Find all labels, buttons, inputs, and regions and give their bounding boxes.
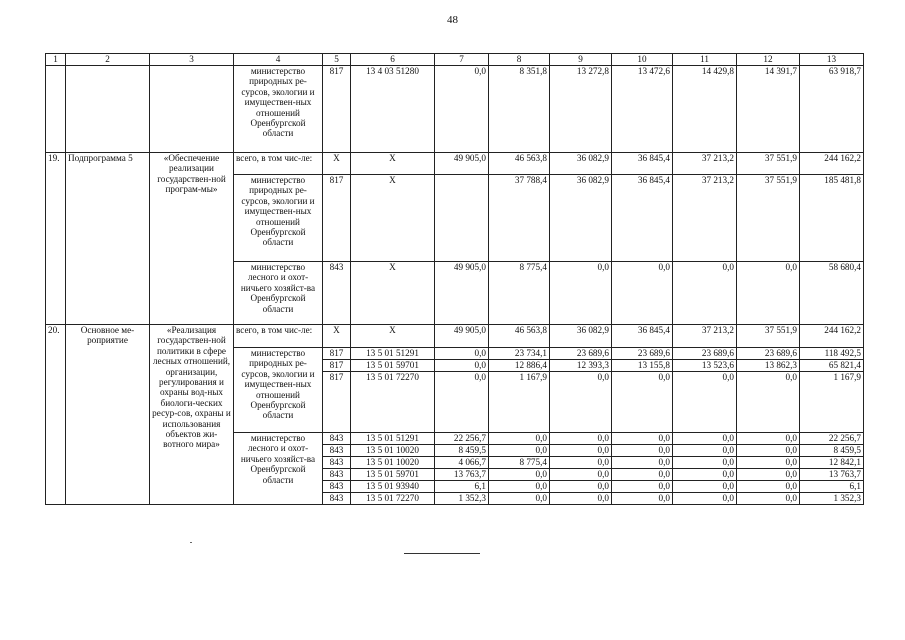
kbk-cell: 13 5 01 10020 bbox=[351, 457, 435, 469]
type-cell: Основное ме-роприятие bbox=[66, 325, 150, 505]
value-cell: 8 775,4 bbox=[489, 262, 550, 325]
value-cell: 46 563,8 bbox=[489, 153, 550, 175]
scan-mark bbox=[190, 542, 192, 543]
value-cell: 23 689,6 bbox=[550, 348, 612, 360]
value-cell: 0,0 bbox=[612, 372, 673, 433]
value-cell: 13 763,7 bbox=[435, 469, 489, 481]
value-cell: 1 167,9 bbox=[489, 372, 550, 433]
name-cell: «Обеспечение реализации государствен-ной програм-мы» bbox=[150, 153, 234, 325]
code-cell: 843 bbox=[323, 433, 351, 445]
value-cell: 0,0 bbox=[550, 433, 612, 445]
value-cell: 0,0 bbox=[489, 481, 550, 493]
value-cell: 0,0 bbox=[673, 457, 737, 469]
value-cell: 23 689,6 bbox=[612, 348, 673, 360]
value-cell: 14 429,8 bbox=[673, 66, 737, 153]
value-cell: 12 393,3 bbox=[550, 360, 612, 372]
value-cell: 0,0 bbox=[550, 493, 612, 505]
value-cell: 36 082,9 bbox=[550, 175, 612, 262]
budget-table bbox=[45, 53, 864, 505]
value-cell: 14 391,7 bbox=[737, 66, 800, 153]
kbk-cell: 13 5 01 59701 bbox=[351, 469, 435, 481]
value-cell: 13 472,6 bbox=[612, 66, 673, 153]
value-cell: 36 082,9 bbox=[550, 325, 612, 348]
code-cell: X bbox=[323, 325, 351, 348]
value-cell: 8 459,5 bbox=[435, 445, 489, 457]
value-cell: 13 763,7 bbox=[800, 469, 864, 481]
value-cell: 0,0 bbox=[737, 493, 800, 505]
code-cell: 843 bbox=[323, 262, 351, 325]
value-cell: 36 845,4 bbox=[612, 153, 673, 175]
kbk-cell: 13 5 01 59701 bbox=[351, 360, 435, 372]
value-cell: 6,1 bbox=[800, 481, 864, 493]
value-cell bbox=[435, 175, 489, 262]
code-cell: 843 bbox=[323, 481, 351, 493]
column-header: 10 bbox=[612, 54, 673, 66]
column-header: 6 bbox=[351, 54, 435, 66]
value-cell: 0,0 bbox=[737, 372, 800, 433]
kbk-cell: X bbox=[351, 262, 435, 325]
value-cell: 0,0 bbox=[612, 469, 673, 481]
value-cell: 37 213,2 bbox=[673, 325, 737, 348]
kbk-cell: 13 5 01 51291 bbox=[351, 433, 435, 445]
value-cell: 244 162,2 bbox=[800, 325, 864, 348]
value-cell: 0,0 bbox=[435, 372, 489, 433]
org-cell: всего, в том чис-ле: bbox=[234, 325, 323, 348]
column-header: 4 bbox=[234, 54, 323, 66]
value-cell: 49 905,0 bbox=[435, 153, 489, 175]
value-cell: 0,0 bbox=[489, 493, 550, 505]
value-cell: 0,0 bbox=[612, 493, 673, 505]
org-cell: министерство природных ре-сурсов, экологии и имуществен-ных отношений Оренбургской области bbox=[234, 66, 323, 153]
name-cell: «Реализация государствен-ной политики в сфере лесных отношений, организации, регулирования и охраны вод-ных биологи-ческих ресур-сов, охраны и использования объектов жи-вотного мира» bbox=[150, 325, 234, 505]
value-cell: 37 213,2 bbox=[673, 153, 737, 175]
value-cell: 0,0 bbox=[550, 469, 612, 481]
value-cell: 0,0 bbox=[550, 481, 612, 493]
column-header: 11 bbox=[673, 54, 737, 66]
value-cell: 37 788,4 bbox=[489, 175, 550, 262]
value-cell: 0,0 bbox=[673, 433, 737, 445]
value-cell: 0,0 bbox=[612, 262, 673, 325]
kbk-cell: X bbox=[351, 325, 435, 348]
value-cell: 0,0 bbox=[612, 481, 673, 493]
column-header: 7 bbox=[435, 54, 489, 66]
value-cell: 49 905,0 bbox=[435, 325, 489, 348]
value-cell: 6,1 bbox=[435, 481, 489, 493]
value-cell: 0,0 bbox=[673, 469, 737, 481]
value-cell: 118 492,5 bbox=[800, 348, 864, 360]
value-cell: 244 162,2 bbox=[800, 153, 864, 175]
kbk-cell: X bbox=[351, 153, 435, 175]
value-cell: 0,0 bbox=[550, 445, 612, 457]
code-cell: 817 bbox=[323, 360, 351, 372]
code-cell: 817 bbox=[323, 372, 351, 433]
table-row bbox=[46, 153, 864, 175]
value-cell: 13 862,3 bbox=[737, 360, 800, 372]
value-cell: 0,0 bbox=[737, 469, 800, 481]
value-cell: 12 886,4 bbox=[489, 360, 550, 372]
value-cell: 0,0 bbox=[489, 433, 550, 445]
page-number: 48 bbox=[447, 14, 458, 26]
kbk-cell: 13 5 01 72270 bbox=[351, 372, 435, 433]
code-cell: 843 bbox=[323, 445, 351, 457]
value-cell: 13 272,8 bbox=[550, 66, 612, 153]
value-cell: 65 821,4 bbox=[800, 360, 864, 372]
table-row bbox=[46, 66, 864, 153]
value-cell: 0,0 bbox=[673, 262, 737, 325]
code-cell: 843 bbox=[323, 457, 351, 469]
value-cell: 23 689,6 bbox=[737, 348, 800, 360]
value-cell: 49 905,0 bbox=[435, 262, 489, 325]
value-cell: 0,0 bbox=[737, 445, 800, 457]
value-cell: 0,0 bbox=[489, 445, 550, 457]
column-header: 12 bbox=[737, 54, 800, 66]
value-cell: 0,0 bbox=[550, 262, 612, 325]
code-cell: 843 bbox=[323, 493, 351, 505]
name-cell bbox=[150, 66, 234, 153]
org-cell: министерство природных ре-сурсов, экологии и имуществен-ных отношений Оренбургской области bbox=[234, 175, 323, 262]
value-cell: 37 551,9 bbox=[737, 325, 800, 348]
code-cell: 817 bbox=[323, 175, 351, 262]
value-cell: 0,0 bbox=[612, 457, 673, 469]
value-cell: 0,0 bbox=[737, 457, 800, 469]
value-cell: 12 842,1 bbox=[800, 457, 864, 469]
value-cell: 37 213,2 bbox=[673, 175, 737, 262]
value-cell: 22 256,7 bbox=[435, 433, 489, 445]
value-cell: 0,0 bbox=[612, 445, 673, 457]
value-cell: 0,0 bbox=[435, 66, 489, 153]
value-cell: 37 551,9 bbox=[737, 153, 800, 175]
value-cell: 185 481,8 bbox=[800, 175, 864, 262]
column-header: 2 bbox=[66, 54, 150, 66]
value-cell: 0,0 bbox=[737, 433, 800, 445]
code-cell: 817 bbox=[323, 66, 351, 153]
type-cell: Подпрограмма 5 bbox=[66, 153, 150, 325]
value-cell: 4 066,7 bbox=[435, 457, 489, 469]
num-cell: 20. bbox=[46, 325, 66, 505]
column-header: 9 bbox=[550, 54, 612, 66]
value-cell: 1 167,9 bbox=[800, 372, 864, 433]
kbk-cell: 13 4 03 51280 bbox=[351, 66, 435, 153]
value-cell: 46 563,8 bbox=[489, 325, 550, 348]
value-cell: 23 734,1 bbox=[489, 348, 550, 360]
org-cell: министерство лесного и охот-ничьего хозяйст-ва Оренбургской области bbox=[234, 433, 323, 505]
org-cell: министерство природных ре-сурсов, экологии и имуществен-ных отношений Оренбургской области bbox=[234, 348, 323, 433]
value-cell: 0,0 bbox=[550, 457, 612, 469]
value-cell: 63 918,7 bbox=[800, 66, 864, 153]
value-cell: 23 689,6 bbox=[673, 348, 737, 360]
column-header: 1 bbox=[46, 54, 66, 66]
value-cell: 0,0 bbox=[612, 433, 673, 445]
value-cell: 36 082,9 bbox=[550, 153, 612, 175]
value-cell: 37 551,9 bbox=[737, 175, 800, 262]
value-cell: 13 155,8 bbox=[612, 360, 673, 372]
value-cell: 58 680,4 bbox=[800, 262, 864, 325]
code-cell: 843 bbox=[323, 469, 351, 481]
org-cell: министерство лесного и охот-ничьего хозяйст-ва Оренбургской области bbox=[234, 262, 323, 325]
value-cell: 0,0 bbox=[673, 481, 737, 493]
value-cell: 0,0 bbox=[673, 372, 737, 433]
value-cell: 8 459,5 bbox=[800, 445, 864, 457]
code-cell: X bbox=[323, 153, 351, 175]
value-cell: 0,0 bbox=[550, 372, 612, 433]
value-cell: 0,0 bbox=[673, 493, 737, 505]
num-cell: 19. bbox=[46, 153, 66, 325]
kbk-cell: 13 5 01 51291 bbox=[351, 348, 435, 360]
column-header: 8 bbox=[489, 54, 550, 66]
type-cell bbox=[66, 66, 150, 153]
kbk-cell: 13 5 01 93940 bbox=[351, 481, 435, 493]
kbk-cell: 13 5 01 10020 bbox=[351, 445, 435, 457]
value-cell: 36 845,4 bbox=[612, 325, 673, 348]
kbk-cell: X bbox=[351, 175, 435, 262]
value-cell: 22 256,7 bbox=[800, 433, 864, 445]
kbk-cell: 13 5 01 72270 bbox=[351, 493, 435, 505]
value-cell: 0,0 bbox=[435, 348, 489, 360]
value-cell: 0,0 bbox=[489, 469, 550, 481]
value-cell: 36 845,4 bbox=[612, 175, 673, 262]
header-row bbox=[46, 54, 864, 66]
table-row bbox=[46, 325, 864, 348]
code-cell: 817 bbox=[323, 348, 351, 360]
column-header: 3 bbox=[150, 54, 234, 66]
value-cell: 1 352,3 bbox=[800, 493, 864, 505]
org-cell: всего, в том чис-ле: bbox=[234, 153, 323, 175]
value-cell: 0,0 bbox=[435, 360, 489, 372]
value-cell: 0,0 bbox=[737, 481, 800, 493]
column-header: 5 bbox=[323, 54, 351, 66]
value-cell: 13 523,6 bbox=[673, 360, 737, 372]
footer-line bbox=[404, 553, 480, 554]
value-cell: 8 351,8 bbox=[489, 66, 550, 153]
value-cell: 0,0 bbox=[737, 262, 800, 325]
num-cell bbox=[46, 66, 66, 153]
value-cell: 8 775,4 bbox=[489, 457, 550, 469]
value-cell: 0,0 bbox=[673, 445, 737, 457]
value-cell: 1 352,3 bbox=[435, 493, 489, 505]
column-header: 13 bbox=[800, 54, 864, 66]
